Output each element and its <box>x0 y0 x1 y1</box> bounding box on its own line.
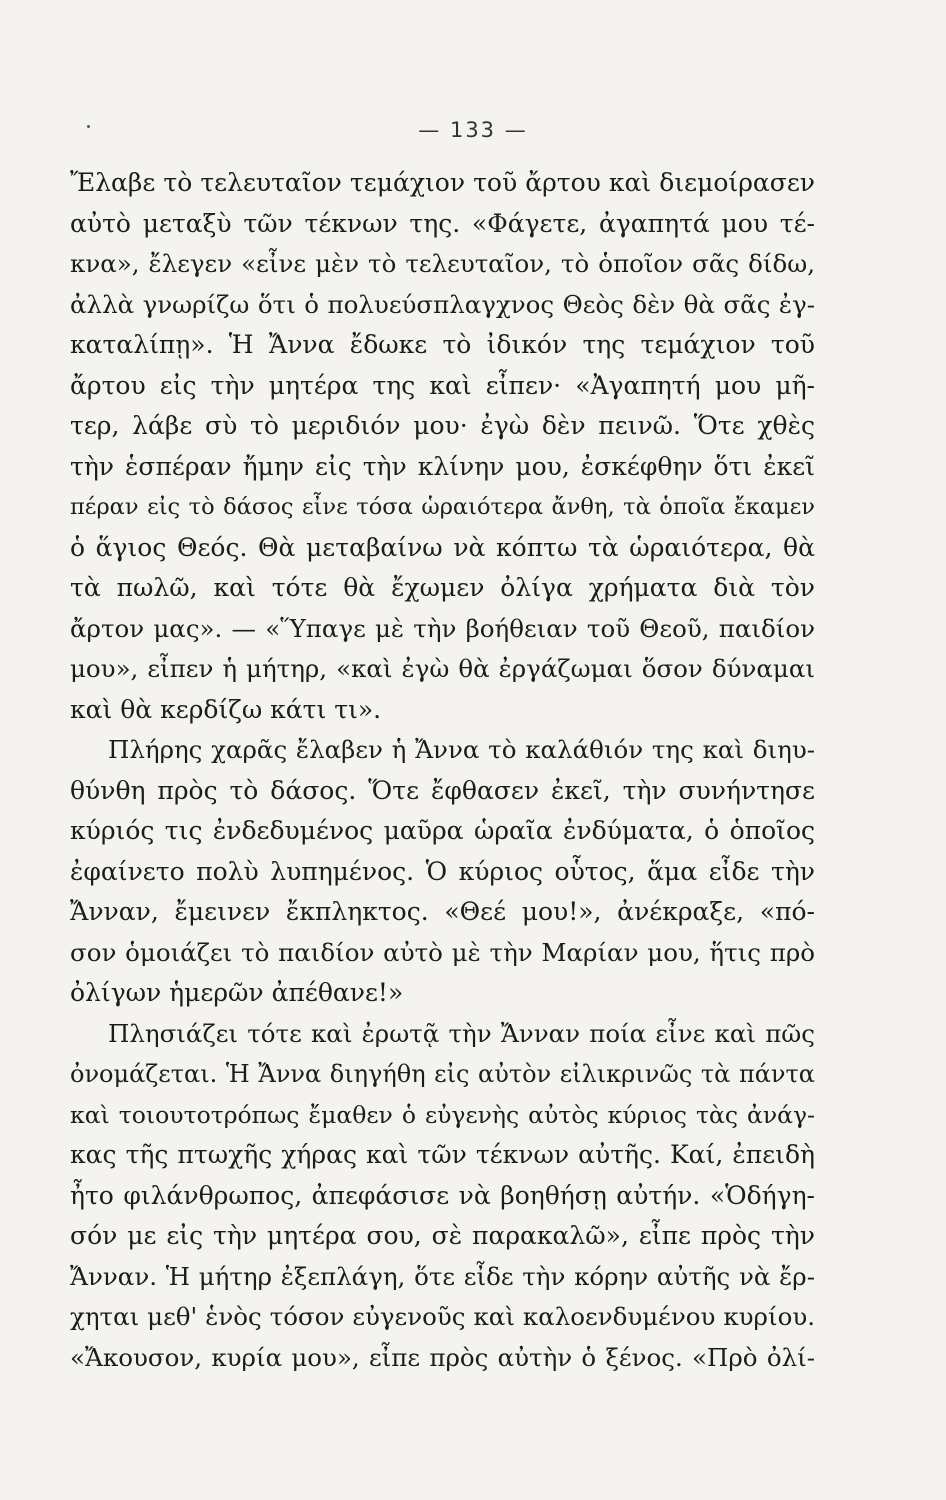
text-line: ἦτο φιλάνθρωπος, ἀπεφάσισε νὰ βοηθήσῃ αὐτήν. «Ὁδήγη- <box>70 1180 815 1210</box>
text-line: ὀνομάζεται. Ἡ Ἄννα διηγήθη εἰς αὐτὸν εἰλικρινῶς τὰ πάντα <box>70 1060 815 1088</box>
text-line: ὀλίγων ἡμερῶν ἀπέθανε!» <box>70 978 404 1007</box>
text-line: ἄρτον μας». — «Ὕπαγε μὲ τὴν βοήθειαν τοῦ Θεοῦ, παιδίον <box>70 613 815 643</box>
text-line: καὶ τοιουτοτρόπως ἔμαθεν ὁ εὐγενὴς αὐτὸς κύριος τὰς ἀνάγ- <box>70 1100 815 1129</box>
text-line: καταλίπῃ». Ἡ Ἄννα ἔδωκε τὸ ἰδικόν της τεμάχιον τοῦ <box>70 330 815 359</box>
text-line: ὁ ἅγιος Θεός. Θὰ μεταβαίνω νὰ κόπτω τὰ ὡραιότερα, θὰ <box>70 532 815 562</box>
text-line: «Ἄκουσον, κυρία μου», εἶπε πρὸς αὐτὴν ὁ ξένος. «Πρὸ ὀλί- <box>70 1342 815 1372</box>
text-line: κας τῆς πτωχῆς χήρας καὶ τῶν τέκνων αὐτῆς. Καί, ἐπειδὴ <box>70 1140 815 1169</box>
text-line: Πλήρης χαρᾶς ἔλαβεν ἡ Ἄννα τὸ καλάθιόν της καὶ διηυ- <box>108 735 815 764</box>
text-line: κύριός τις ἐνδεδυμένος μαῦρα ὡραῖα ἐνδύματα, ὁ ὁποῖος <box>70 816 815 845</box>
text-line: τὴν ἑσπέραν ἤμην εἰς τὴν κλίνην μου, ἐσκέφθην ὅτι ἐκεῖ <box>70 451 815 481</box>
text-line: αὐτὸ μεταξὺ τῶν τέκνων της. «Φάγετε, ἀγαπητά μου τέ- <box>70 208 815 238</box>
text-line: ἐφαίνετο πολὺ λυπημένος. Ὁ κύριος οὗτος, ἅμα εἶδε τὴν <box>70 856 815 886</box>
text-line: μου», εἶπεν ἡ μήτηρ, «καὶ ἐγὼ θὰ ἐργάζωμαι ὅσον δύναμαι <box>70 654 815 683</box>
text-line: ἄρτου εἰς τὴν μητέρα της καὶ εἶπεν· «Ἀγαπητή μου μῆ- <box>70 370 815 400</box>
text-line: θύνθη πρὸς τὸ δάσος. Ὅτε ἔφθασεν ἐκεῖ, τὴν συνήντησε <box>70 775 815 805</box>
text-line: καὶ θὰ κερδίζω κάτι τι». <box>70 694 382 724</box>
text-line: σον ὁμοιάζει τὸ παιδίον αὐτὸ μὲ τὴν Μαρίαν μου, ἥτις πρὸ <box>70 937 815 967</box>
text-line: Ἄνναν, ἔμεινεν ἔκπληκτος. «Θεέ μου!», ἀνέκραξε, «πό- <box>70 897 815 926</box>
text-line: χηται μεθ' ἑνὸς τόσον εὐγενοῦς καὶ καλοενδυμένου κυρίου. <box>70 1302 815 1331</box>
body-text <box>70 163 815 1378</box>
text-line: τερ, λάβε σὺ τὸ μεριδιόν μου· ἐγὼ δὲν πεινῶ. Ὅτε χθὲς <box>70 411 815 440</box>
text-line: Ἄνναν. Ἡ μήτηρ ἐξεπλάγη, ὅτε εἶδε τὴν κόρην αὐτῆς νὰ ἔρ- <box>70 1261 815 1291</box>
text-line: σόν με εἰς τὴν μητέρα σου, σὲ παρακαλῶ», εἶπε πρὸς τὴν <box>70 1221 815 1250</box>
page-number: — 133 — <box>418 118 528 142</box>
text-line: κνα», ἔλεγεν «εἶνε μὲν τὸ τελευταῖον, τὸ ὁποῖον σᾶς δίδω, <box>70 249 815 278</box>
text-line: Πλησιάζει τότε καὶ ἐρωτᾷ τὴν Ἄνναν ποία εἶνε καὶ πῶς <box>108 1018 815 1048</box>
text-line: τὰ πωλῶ, καὶ τότε θὰ ἔχωμεν ὀλίγα χρήματα διὰ τὸν <box>70 573 815 602</box>
text-line: ἀλλὰ γνωρίζω ὅτι ὁ πολυεύσπλαγχνος Θεὸς δὲν θὰ σᾶς ἐγ- <box>70 289 815 319</box>
text-line: Ἔλαβε τὸ τελευταῖον τεμάχιον τοῦ ἄρτου καὶ διεμοίρασεν <box>70 168 815 197</box>
text-line: πέραν εἰς τὸ δάσος εἶνε τόσα ὡραιότερα ἄνθη, τὰ ὁποῖα ἔκαμεν <box>70 494 815 520</box>
